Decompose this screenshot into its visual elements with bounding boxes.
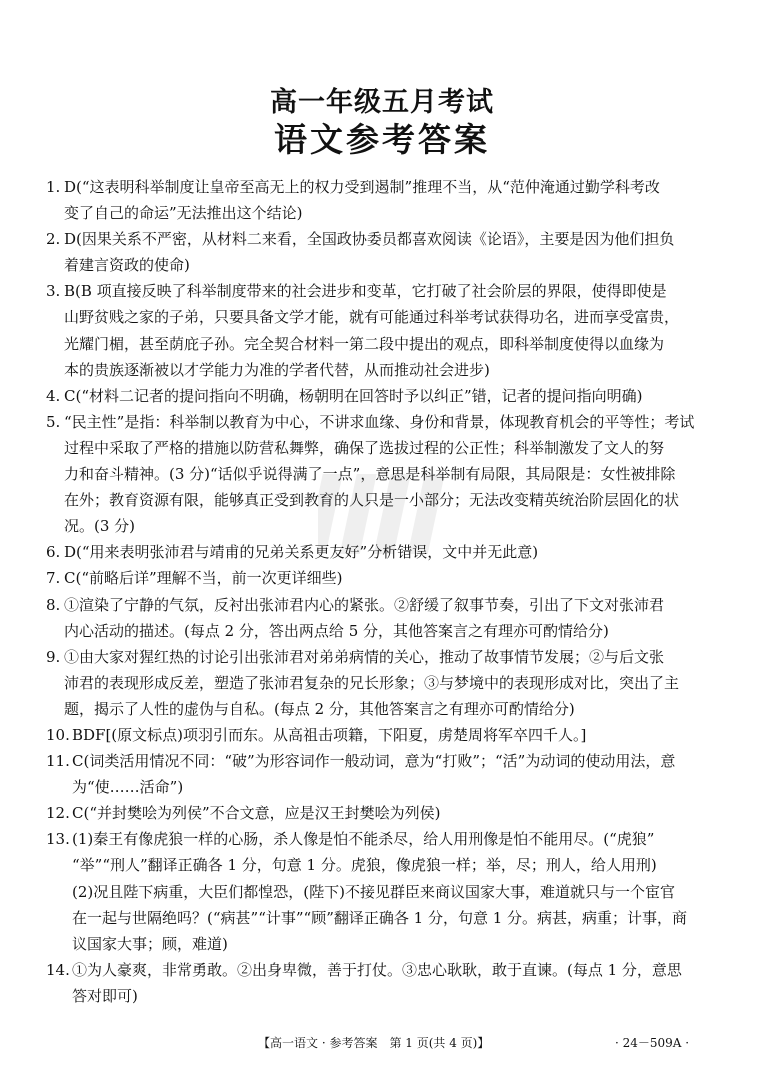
answer-line: 为“使……活命”) [72,778,184,797]
answer-line: 过程中采取了严格的措施以防营私舞弊，确保了选拔过程的公正性；科举制激发了文人的努 [64,438,665,457]
answer-line: C(“并封樊哙为列侯”不合文意，应是汉王封樊哙为列侯) [72,804,441,823]
answer-line: ①为人豪爽，非常勇敢。②出身卑微，善于打仗。③忠心耿耿，敢于直谏。(每点 1 分，意思 [72,960,682,979]
answer-line: 着建言资政的使命) [64,256,190,275]
answer-number: 11. [46,752,70,771]
answer-line: ①渲染了宁静的气氛，反衬出张沛君内心的紧张。②舒缓了叙事节奏，引出了下文对张沛君 [64,595,665,614]
answer-line: 本的贵族逐渐被以才学能力为准的学者代替，从而推动社会进步) [64,360,490,379]
answer-line: 题，揭示了人性的虚伪与自私。(每点 2 分，其他答案言之有理亦可酌情给分) [64,699,575,718]
answer-item [46,409,726,539]
answer-line: (1)秦王有像虎狼一样的心肠，杀人像是怕不能杀尽，给人用刑像是怕不能用尽。(“虎狼” [72,830,655,849]
page-subtitle: 语文参考答案 [274,120,490,159]
answer-number: 13. [46,830,70,849]
answer-item [46,644,726,722]
answer-line: ①由大家对猩红热的讨论引出张沛君对弟弟病情的关心，推动了故事情节发展；②与后文张 [64,647,665,666]
answer-text [72,800,726,826]
answer-number: 6. [46,543,61,562]
answer-number: 10. [46,725,70,744]
answer-line: C(“前略后详”理解不当，前一次更详细些) [64,569,343,588]
footer-page-info: 【高一语文 · 参考答案 第 1 页(共 4 页)】 [258,1036,490,1050]
answer-text [72,957,726,1009]
answer-item [46,592,726,644]
answer-line: D(“用来表明张沛君与靖甫的兄弟关系更友好”分析错误，文中并无此意) [64,543,539,562]
answer-list [46,174,726,1009]
answer-item [46,748,726,800]
answer-text [64,226,726,278]
answer-line: C(“材料二记者的提问指向不明确，杨朝明在回答时予以纠正”错，记者的提问指向明确) [64,386,643,405]
answer-line: 变了自己的命运”无法推出这个结论) [64,204,303,223]
page-title: 高一年级五月考试 [270,87,494,118]
answer-text [72,826,726,956]
answer-line: 议国家大事；顾，难道) [72,934,228,953]
answer-line: D(因果关系不严密，从材料二来看，全国政协委员都喜欢阅读《论语》，主要是因为他们担负 [64,230,675,249]
answer-line: 答对即可) [72,986,138,1005]
footer-exam-code: · 24－509A · [615,1036,690,1050]
answer-line: 况。(3 分) [64,517,136,536]
answer-number: 9. [46,647,61,666]
answer-item [46,278,726,382]
answer-item [46,539,726,565]
answer-line: 光耀门楣，甚至荫庇子孙。完全契合材料一第二段中提出的观点，即科举制度使得以血缘为 [64,334,665,353]
answer-line: B(B 项直接反映了科举制度带来的社会进步和变革，它打破了社会阶层的界限，使得即使是 [64,282,667,301]
answer-item [46,565,726,591]
answer-text [72,748,726,800]
answer-number: 14. [46,960,70,979]
answer-number: 2. [46,230,61,249]
answer-line: “举”“刑人”翻译正确各 1 分，句意 1 分。虎狼，像虎狼一样；举，尽；刑人，给人用刑) [72,856,657,875]
answer-text [64,592,726,644]
answer-line: 内心活动的描述。(每点 2 分，答出两点给 5 分，其他答案言之有理亦可酌情给分) [64,621,609,640]
answer-line: 在一起与世隔绝吗？(“病甚”“计事”“顾”翻译正确各 1 分，句意 1 分。病甚，病重；计事，商 [72,908,688,927]
answer-number: 7. [46,569,61,588]
answer-item [46,722,726,748]
answer-line: BDF[(原文标点)项羽引而东。从高祖击项籍，下阳夏，虏楚周将军卒四千人。] [72,725,587,744]
answer-line: (2)况且陛下病重，大臣们都惶恐，(陛下)不接见群臣来商议国家大事，难道就只与一个宦官 [72,882,675,901]
answer-line: 沛君的表现形成反差，塑造了张沛君复杂的兄长形象；③与梦境中的表现形成对比，突出了主 [64,673,680,692]
answer-number: 4. [46,386,61,405]
answer-number: 12. [46,804,70,823]
answer-line: “民主性”是指：科举制以教育为中心，不讲求血缘、身份和背景，体现教育机会的平等性；考试 [64,412,695,431]
answer-text [64,383,726,409]
answer-text [64,174,726,226]
answer-text [64,565,726,591]
answer-item [46,957,726,1009]
answer-number: 1. [46,178,61,196]
answer-item [46,383,726,409]
answer-line: 在外；教育资源有限，能够真正受到教育的人只是一小部分；无法改变精英统治阶层固化的状 [64,491,680,510]
answer-text [72,722,726,748]
answer-line: D(“这表明科举制度让皇帝至高无上的权力受到遏制”推理不当，从“范仲淹通过勤学科考改 [64,178,660,196]
answer-number: 3. [46,282,61,301]
answer-number: 8. [46,595,61,614]
answer-text [64,278,726,382]
answer-item [46,174,726,226]
answer-text [64,409,726,539]
answer-line: 力和奋斗精神。(3 分)“话似乎说得满了一点”，意思是科举制有局限，其局限是：女性被排除 [64,465,676,484]
answer-text [64,644,726,722]
answer-number: 5. [46,412,61,431]
answer-line: C(词类活用情况不同：“破”为形容词作一般动词，意为“打败”；“活”为动词的使动用法，意 [72,752,676,771]
answer-item [46,226,726,278]
answer-item [46,800,726,826]
answer-item [46,826,726,956]
answer-text [64,539,726,565]
answer-line: 山野贫贱之家的子弟，只要具备文学才能，就有可能通过科举考试获得功名，进而享受富贵， [64,308,680,327]
